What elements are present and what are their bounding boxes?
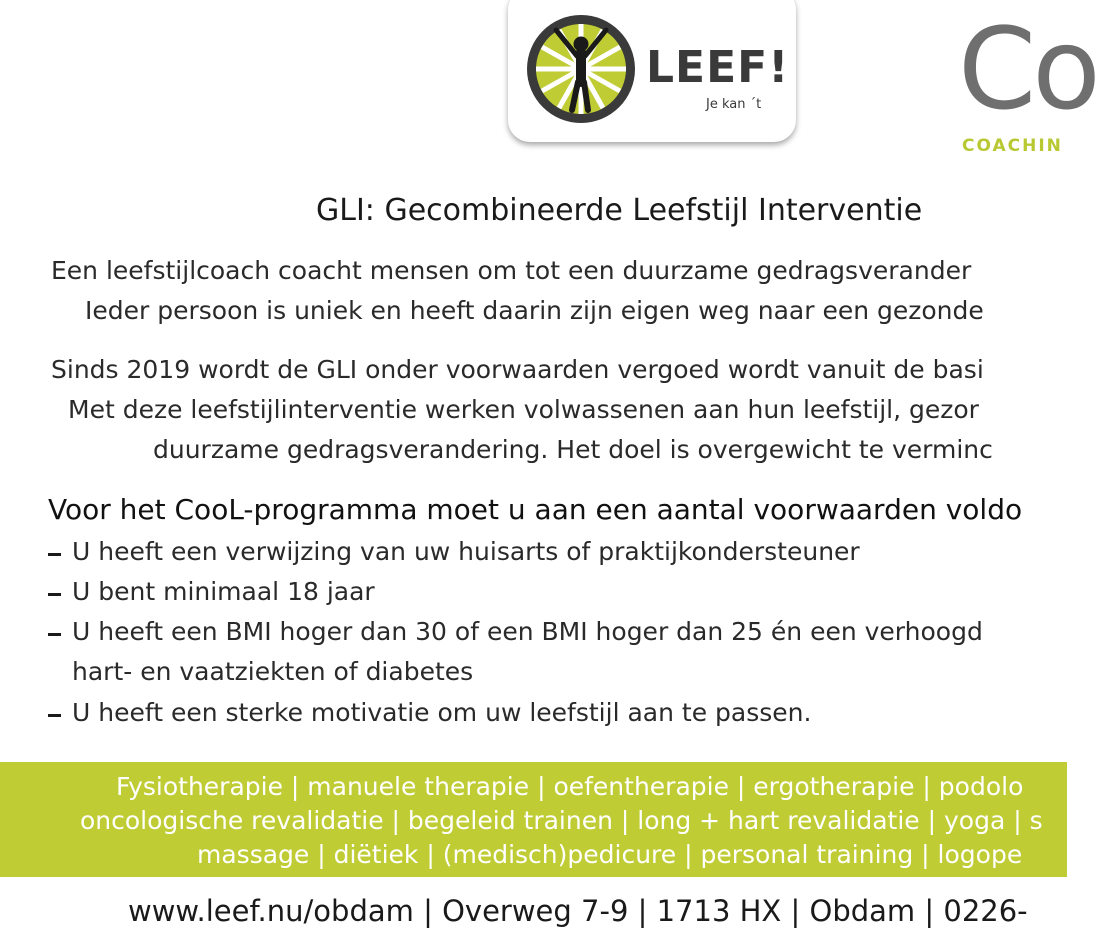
leef-logo-tagline: Je kan ´t — [706, 97, 762, 112]
list-bullet — [48, 633, 61, 636]
intro-line: Een leefstijlcoach coacht mensen om tot een duurzame gedragsverander — [51, 256, 972, 285]
list-item-continuation: hart- en vaatziekten of diabetes — [72, 657, 474, 686]
leef-logo-word: LEEF! — [646, 42, 790, 93]
list-item: U heeft een verwijzing van uw huisarts of praktijkondersteuner — [72, 537, 860, 566]
list-bullet — [48, 714, 61, 717]
services-line: Fysiotherapie | manuele therapie | oefentherapie | ergotherapie | podolo — [116, 772, 1024, 801]
list-item: U heeft een sterke motivatie om uw leefstijl aan te passen. — [72, 698, 812, 727]
intro-line: Ieder persoon is uniek en heeft daarin zijn eigen weg naar een gezonde — [85, 296, 984, 325]
list-bullet — [48, 553, 61, 556]
runner-sunburst-icon — [522, 10, 640, 128]
list-item: U heeft een BMI hoger dan 30 of een BMI hoger dan 25 én een verhoogd — [72, 617, 983, 646]
leef-logo-card — [508, 0, 796, 142]
paragraph-line: Met deze leefstijlinterventie werken volwassenen aan hun leefstijl, gezor — [68, 395, 979, 424]
list-item: U bent minimaal 18 jaar — [72, 577, 375, 606]
services-band — [0, 762, 1067, 877]
services-line: oncologische revalidatie | begeleid trainen | long + hart revalidatie | yoga | s — [80, 806, 1043, 835]
paragraph-line: Sinds 2019 wordt de GLI onder voorwaarden vergoed wordt vanuit de basi — [51, 355, 984, 384]
footer-contact: www.leef.nu/obdam | Overweg 7-9 | 1713 HX | Obdam | 0226- — [128, 894, 1028, 928]
services-line: massage | diëtiek | (medisch)pedicure | personal training | logope — [197, 840, 1023, 869]
cool-logo-subtitle: COACHIN — [962, 136, 1063, 156]
cool-logo-letters: Co — [958, 5, 1097, 135]
page-title: GLI: Gecombineerde Leefstijl Interventie — [316, 193, 923, 228]
list-bullet — [48, 593, 61, 596]
conditions-heading: Voor het CooL-programma moet u aan een aantal voorwaarden voldo — [48, 493, 1023, 526]
paragraph-line: duurzame gedragsverandering. Het doel is overgewicht te verminc — [153, 435, 993, 464]
cool-logo — [950, 5, 1097, 160]
